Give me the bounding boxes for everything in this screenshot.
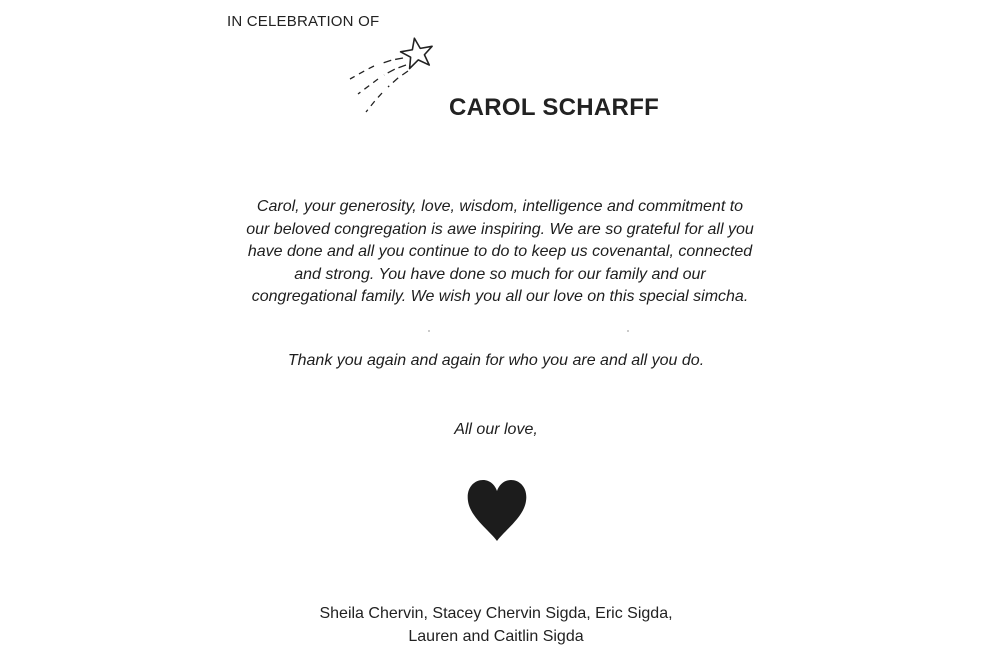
thanks-line: Thank you again and again for who you are and all you do. <box>287 352 705 369</box>
message-line: and strong. You have done so much for our family and our <box>294 265 706 283</box>
message-line: Carol, your generosity, love, wisdom, intelligence and commitment to <box>256 198 744 215</box>
signatures <box>200 603 792 648</box>
scan-speck <box>428 330 430 332</box>
signature-line: Lauren and Caitlin Sigda <box>408 627 584 645</box>
scan-speck <box>627 330 629 332</box>
message-line: have done and all you continue to do to keep us covenantal, connected <box>247 243 753 260</box>
honoree-name: CAROL SCHARFF <box>449 94 660 121</box>
heart-icon <box>466 479 528 543</box>
celebration-label: IN CELEBRATION OF <box>227 13 380 30</box>
closing-line: All our love, <box>454 421 538 438</box>
message-line: our beloved congregation is awe inspiring. We are so grateful for all you <box>246 220 754 238</box>
signature-line: Sheila Chervin, Stacey Chervin Sigda, Eric Sigda, <box>319 605 673 622</box>
shooting-star-icon <box>340 32 450 117</box>
tribute-message <box>200 196 800 309</box>
message-line: congregational family. We wish you all our love on this special simcha. <box>251 288 749 305</box>
